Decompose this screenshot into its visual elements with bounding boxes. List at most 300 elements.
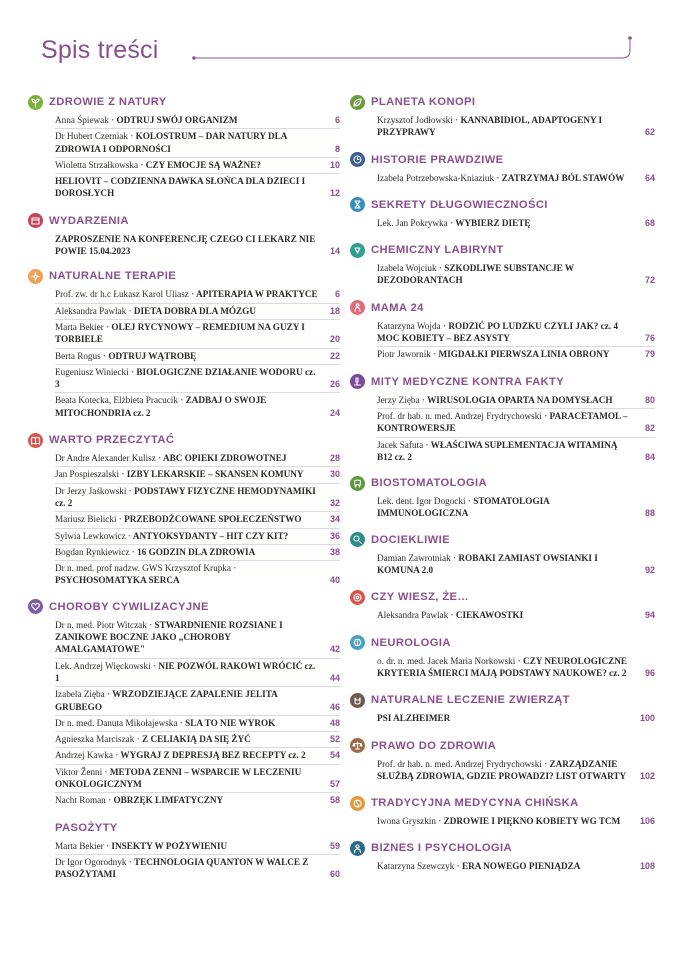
entry-author: Katarzyna Wojda [377, 320, 441, 331]
leaf-icon [350, 95, 365, 110]
entry-author: Jan Pospieszalski [55, 469, 120, 480]
entry-author: Beata Kotecka, Elżbieta Pracucik [55, 395, 178, 406]
entry-separator: · [126, 856, 134, 867]
entry-author: Prof. dr hab. n. med. Andrzej Frydrychowski [377, 758, 542, 769]
entry-text [55, 394, 318, 419]
entry-text [55, 513, 318, 525]
entry-page-number: 18 [329, 305, 340, 316]
toc-entry[interactable] [377, 859, 655, 874]
entry-text [55, 175, 318, 200]
entry-author: Dr Igor Ogorodnyk [55, 856, 127, 867]
toc-entry[interactable] [55, 618, 340, 659]
entry-page-number: 59 [329, 840, 340, 851]
section-title: WYDARZENIA [49, 214, 129, 227]
toc-entry[interactable] [55, 287, 340, 303]
section-title: NATURALNE TERAPIE [49, 270, 177, 283]
section-title: MITY MEDYCZNE KONTRA FAKTY [371, 375, 565, 388]
entry-page-number: 58 [329, 795, 340, 806]
entry-page-number: 38 [329, 546, 340, 557]
entry-separator: · [450, 552, 459, 563]
entry-title: WYGRAJ Z DEPRESJĄ BEZ RECEPTY cz. 2 [120, 750, 306, 761]
entry-separator: · [126, 485, 135, 496]
entry-author: Dr Andre Alexander Kulisz [55, 453, 156, 464]
entry-author: o. dr. n. med. Jacek Maria Norkowski [377, 655, 516, 666]
toc-entry[interactable] [55, 659, 340, 688]
toc-entry[interactable] [55, 451, 340, 467]
entry-text [377, 172, 633, 184]
entry-separator: · [452, 115, 461, 125]
entry-page-number: 22 [329, 350, 340, 361]
section-header [350, 635, 655, 651]
section-header [55, 820, 340, 836]
entry-page-number: 84 [644, 451, 655, 462]
entry-separator: · [126, 305, 134, 316]
entry-separator: · [129, 546, 138, 557]
toc-entry[interactable] [377, 814, 655, 829]
entry-page-number: 62 [644, 127, 655, 138]
entry-separator: · [150, 660, 159, 671]
entry-page-number: 28 [329, 453, 340, 464]
entry-text [377, 860, 633, 872]
mother-icon [350, 300, 365, 315]
entry-separator: · [230, 563, 237, 574]
entry-title: HELIOVIT – CODZIENNA DAWKA SŁOŃCA DLA DZIECI I DOROSŁYCH [55, 176, 306, 199]
entry-separator: · [541, 410, 550, 421]
entry-title: ODTRUJ WĄTROBĘ [108, 350, 197, 361]
section-header [350, 94, 655, 110]
section-title: CHEMICZNY LABIRYNT [371, 244, 504, 257]
entry-title: CIEKAWOSTKI [455, 610, 524, 621]
entry-title: WYBIERZ DIETĘ [455, 217, 531, 228]
entry-title: OLEJ RYCYNOWY – REMEDIUM NA GUZY I TORBIELE [55, 321, 305, 345]
toc-section [350, 635, 655, 682]
entry-page-number: 96 [644, 667, 655, 678]
toc-entry[interactable] [377, 654, 655, 682]
section-title: ZDROWIE Z NATURY [49, 96, 167, 108]
entry-page-number: 12 [329, 188, 340, 199]
entry-title: APITERAPIA W PRAKTYCE [196, 289, 318, 300]
toc-entry[interactable] [55, 512, 340, 528]
entry-author: Marta Bekier [55, 321, 104, 332]
entry-text [377, 655, 633, 680]
toc-entry[interactable] [377, 171, 655, 186]
entry-separator: · [430, 349, 439, 360]
entry-author: Dr n. med. Danuta Mikołajewska [55, 717, 178, 728]
entry-page-number: 80 [644, 394, 655, 405]
toc-section [350, 589, 655, 623]
toc-entry[interactable] [377, 438, 655, 466]
entry-text [55, 288, 318, 300]
toc-entry[interactable] [377, 216, 655, 231]
toc-section [350, 374, 655, 465]
yin-yang-icon [350, 796, 365, 811]
toc-section [350, 94, 655, 141]
entry-text [55, 733, 318, 745]
calendar-icon [28, 213, 43, 228]
entry-title: RODZIĆ PO LUDZKU CZYLI JAK? cz. 4 MOC KOBIETY – BEZ ASYSTY [377, 320, 619, 344]
section-header [350, 692, 655, 708]
entry-separator: · [103, 321, 112, 332]
entry-separator: · [103, 840, 112, 851]
entry-title: PSI ALZHEIMER [377, 713, 451, 724]
toc-entry[interactable] [377, 261, 655, 289]
toc-entry[interactable] [377, 393, 655, 409]
toc-entry[interactable] [377, 319, 655, 348]
entry-author: Izabela Wojciuk [377, 263, 437, 274]
toc-entry[interactable] [55, 793, 340, 808]
entry-author: Viktor Ženni [55, 766, 103, 777]
section-header [28, 432, 340, 448]
section-title: PASOŻYTY [55, 821, 118, 834]
entry-text [377, 712, 633, 724]
entry-title: Z CELIAKIĄ DA SIĘ ŻYĆ [142, 734, 251, 745]
entry-separator: · [419, 394, 428, 405]
heart-icon [28, 599, 43, 614]
title-divider-line [190, 26, 634, 62]
toc-entry[interactable] [55, 839, 340, 855]
entry-text [55, 546, 318, 558]
entry-title: INSEKTY W POŻYWIENIU [111, 840, 228, 851]
section-header [350, 374, 655, 390]
section-header [350, 242, 655, 258]
entry-text [377, 552, 633, 577]
dog-icon [350, 693, 365, 708]
entry-page-number: 57 [329, 778, 340, 789]
toc-left-column [28, 94, 340, 882]
entry-text [377, 217, 633, 229]
toc-entry[interactable] [55, 393, 340, 421]
entry-page-number: 34 [329, 514, 340, 525]
toc-entry[interactable] [55, 855, 340, 883]
toc-section [28, 820, 340, 883]
toc-section [350, 152, 655, 186]
entry-title: ZDROWIE I PIĘKNO KOBIETY WG TCM [443, 816, 621, 827]
toc-entry[interactable] [377, 494, 655, 522]
entry-separator: · [465, 496, 474, 507]
microscope-icon [350, 374, 365, 389]
toc-entry[interactable] [377, 347, 655, 362]
entry-text [55, 688, 318, 713]
entry-title: ZADBAJ O SWOJE MITOCHONDRIA cz. 2 [55, 395, 267, 418]
entry-author: Prof. zw. dr h.c Łukasz Karol Uliasz [55, 289, 189, 300]
entry-page-number: 68 [644, 217, 655, 228]
entry-separator: · [541, 758, 550, 769]
entry-author: Agnieszka Marciszak [55, 734, 135, 745]
entry-text [377, 815, 633, 827]
entry-page-number: 76 [644, 333, 655, 344]
toc-entry[interactable] [55, 174, 340, 202]
entry-separator: · [423, 439, 431, 450]
toc-entry[interactable] [55, 687, 340, 716]
entry-title: PODSTAWY FIZYCZNE HEMODYNAMIKI cz. 2 [55, 485, 316, 508]
toc-entry[interactable] [55, 484, 340, 513]
entry-author: Anna Śpiewak [55, 115, 109, 125]
toc-section [350, 840, 655, 874]
entry-separator: · [177, 717, 186, 728]
entry-page-number: 24 [329, 407, 340, 418]
entry-page-number: 52 [329, 734, 340, 745]
entry-author: Dr n. med. Piotr Witczak [55, 619, 147, 630]
entry-text [377, 495, 633, 520]
toc-entry[interactable] [55, 158, 340, 174]
entry-author: Wioletta Strzałkowska [55, 159, 139, 170]
entry-page-number: 64 [644, 172, 655, 183]
section-title: PLANETA KONOPI [371, 96, 476, 108]
entry-page-number: 102 [639, 770, 655, 781]
toc-entry[interactable] [55, 320, 340, 349]
entry-title: PRZEBODŹCOWANE SPOŁECZEŃSTWO [124, 514, 302, 525]
entry-author: Marta Bekier [55, 840, 104, 851]
toc-entry[interactable] [55, 765, 340, 794]
entry-separator: · [138, 159, 146, 170]
entry-title: ZAPROSZENIE NA KONFERENCJĘ CZEGO CI LEKARZ NIE POWIE 15.04.2023 [55, 233, 316, 257]
entry-author: Lek. Jan Pokrywka [377, 217, 448, 228]
toc-entry[interactable] [55, 304, 340, 320]
entry-separator: · [127, 131, 136, 142]
entry-page-number: 100 [639, 713, 655, 724]
toc-entry[interactable] [377, 409, 655, 438]
entry-separator: · [454, 861, 462, 872]
entry-title: PARACETAMOL – KONTROWERSJE [377, 410, 628, 434]
entry-author: Katarzyna Szewczyk [377, 861, 455, 872]
entry-title: KOLOSTRUM – DAR NATURY DLA ZDROWIA I ODPORNOŚCI [55, 131, 287, 154]
entry-separator: · [100, 350, 109, 361]
entry-separator: · [125, 530, 133, 541]
entry-text [55, 562, 318, 587]
entry-page-number: 72 [644, 275, 655, 286]
entry-separator: · [436, 263, 445, 274]
entry-author: Berta Rogus [55, 350, 101, 361]
entry-author: Sylwia Lewkowicz [55, 530, 126, 541]
entry-title: WRZODZIEJĄCE ZAPALENIE JELITA GRUBEGO [55, 689, 278, 712]
toc-entry[interactable] [377, 551, 655, 579]
entry-page-number: 40 [329, 575, 340, 586]
section-header [28, 268, 340, 284]
entry-text [55, 114, 318, 126]
toc-entry[interactable] [55, 561, 340, 589]
entry-page-number: 42 [329, 644, 340, 655]
section-title: BIZNES I PSYCHOLOGIA [371, 842, 513, 855]
entry-title: PSYCHOSOMATYKA SERCA [55, 575, 180, 586]
entry-separator: · [177, 395, 186, 406]
entry-title: WŁAŚCIWA SUPLEMENTACJA WITAMINĄ B12 cz. 2 [377, 439, 618, 462]
toc-entry[interactable] [377, 608, 655, 623]
entry-title: IZBY LEKARSKIE – SKANSEN KOMUNY [126, 469, 304, 480]
entry-page-number: 44 [329, 672, 340, 683]
entry-author: Aleksandra Pawlak [377, 610, 449, 621]
toc-entry[interactable] [55, 716, 340, 732]
entry-text [55, 350, 318, 362]
entry-text [55, 530, 318, 542]
entry-text [55, 366, 318, 391]
entry-page-number: 20 [329, 334, 340, 345]
question-icon [350, 590, 365, 605]
entry-text [377, 394, 633, 406]
toc-section [350, 738, 655, 785]
entry-author: Jerzy Zięba [377, 394, 420, 405]
section-header [350, 738, 655, 754]
entry-author: Aleksandra Pawlak [55, 305, 127, 316]
entry-title: KANNABIDIOL, ADAPTOGENY I PRZYPRAWY [377, 115, 603, 138]
entry-separator: · [146, 619, 155, 630]
entry-text [55, 749, 318, 761]
toc-section [350, 242, 655, 289]
toc-entry[interactable] [55, 748, 340, 764]
entry-page-number: 106 [639, 816, 655, 827]
section-header [350, 300, 655, 316]
toc-entry[interactable] [55, 349, 340, 365]
clock-icon [350, 152, 365, 167]
section-title: BIOSTOMATOLOGIA [371, 477, 488, 490]
toc-entry[interactable] [377, 757, 655, 785]
entry-text [377, 262, 633, 287]
entry-author: Andrzej Kawka [55, 750, 113, 761]
person-icon [350, 841, 365, 856]
entry-author: Dr Jerzy Jaśkowski [55, 485, 127, 496]
section-title: NATURALNE LECZENIE ZWIERZĄT [371, 694, 570, 707]
entry-page-number: 36 [329, 530, 340, 541]
entry-title: ABC OPIEKI ZDROWOTNEJ [162, 453, 287, 464]
entry-text [55, 766, 318, 791]
entry-text [55, 485, 318, 510]
section-title: DOCIEKLIWIE [371, 533, 450, 546]
toc-section [28, 213, 340, 260]
section-header [350, 197, 655, 213]
brain-icon [350, 635, 365, 650]
toc-section [28, 432, 340, 589]
entry-title: NIE POZWÓL RAKOWI WRÓCIĆ cz. 1 [55, 660, 316, 683]
entry-title: 16 GODZIN DLA ZDROWIA [137, 546, 256, 557]
entry-page-number: 6 [334, 289, 340, 300]
entry-author: Jacek Safuta [377, 439, 424, 450]
entry-separator: · [448, 610, 456, 621]
flower-icon [28, 269, 43, 284]
entry-author: Dr n. med. prof nadzw. GWS Krzysztof Krupka [55, 563, 231, 574]
entry-page-number: 60 [329, 869, 340, 880]
toc-entry[interactable] [377, 113, 655, 141]
toc-section [28, 599, 340, 809]
section-header [350, 589, 655, 605]
entry-title: TECHNOLOGIA QUANTON W WALCE Z PASOŻYTAMI [55, 856, 309, 880]
entry-author: Dr Hubert Czerniak [55, 131, 128, 142]
section-title: SEKRETY DŁUGOWIECZNOŚCI [371, 198, 548, 211]
entry-title: DIETA DOBRA DLA MÓZGU [133, 305, 256, 316]
toc-entry[interactable] [55, 529, 340, 545]
entry-author: Mariusz Bielicki [55, 514, 117, 525]
entry-separator: · [435, 816, 444, 827]
entry-separator: · [515, 655, 523, 666]
toc-entry[interactable] [55, 732, 340, 748]
entry-separator: · [188, 289, 197, 300]
entry-page-number: 8 [334, 143, 340, 154]
entry-separator: · [134, 734, 143, 745]
entry-text [55, 468, 318, 480]
entry-text [55, 233, 318, 258]
entry-text [377, 114, 633, 139]
section-header [28, 94, 340, 110]
entry-title: STOMATOLOGIA IMMUNOLOGICZNA [377, 496, 550, 519]
section-header [350, 152, 655, 168]
toc-entry[interactable] [55, 545, 340, 561]
section-title: MAMA 24 [371, 301, 424, 314]
section-title: WARTO PRZECZYTAĆ [49, 434, 175, 447]
entry-text [377, 348, 633, 360]
entry-author: Nacht Roman [55, 795, 106, 806]
entry-separator: · [112, 750, 121, 761]
section-header [350, 475, 655, 491]
entry-separator: · [102, 766, 110, 777]
entry-author: Damian Zawrotniak [377, 552, 451, 563]
entry-page-number: 6 [334, 115, 340, 125]
toc-entry[interactable] [55, 232, 340, 260]
entry-title: METODA ZENNI – WSPARCIE W LECZENIU ONKOLOGICZNYM [55, 766, 302, 789]
toc-section [350, 532, 655, 579]
entry-page-number: 48 [329, 717, 340, 728]
entry-title: ZATRZYMAJ BÓL STAWÓW [501, 172, 625, 183]
toc-section [350, 795, 655, 829]
entry-page-number: 46 [329, 701, 340, 712]
toc-entry[interactable] [55, 129, 340, 158]
toc-right-column [350, 94, 655, 875]
toc-section [350, 475, 655, 522]
tooth-icon [350, 476, 365, 491]
entry-text [55, 159, 318, 171]
section-header [350, 532, 655, 548]
entry-page-number: 26 [329, 379, 340, 390]
herb-icon [28, 95, 43, 110]
entry-title: ODTRUJ SWÓJ ORGANIZM [116, 115, 238, 125]
scales-icon [350, 738, 365, 753]
entry-text [55, 619, 318, 656]
section-title: HISTORIE PRAWDZIWE [371, 153, 504, 166]
toc-entry[interactable] [55, 467, 340, 483]
entry-author: Iwona Gryszkin [377, 816, 436, 827]
section-title: PRAWO DO ZDROWIA [371, 739, 497, 752]
entry-separator: · [128, 366, 137, 377]
entry-page-number: 10 [329, 159, 340, 170]
toc-section [350, 197, 655, 231]
toc-entry[interactable] [55, 365, 340, 394]
entry-title: OBRZĘK LIMFATYCZNY [113, 795, 224, 806]
entry-page-number: 54 [329, 750, 340, 761]
entry-separator: · [119, 469, 127, 480]
entry-separator: · [116, 514, 125, 525]
entry-author: Lek. dent. Igor Dogocki [377, 496, 466, 507]
entry-text [55, 660, 318, 685]
entry-text [55, 840, 318, 852]
toc-section [28, 268, 340, 421]
entry-separator: · [494, 172, 502, 183]
search-icon [350, 532, 365, 547]
entry-title: BIOLOGICZNE DZIAŁANIE WODORU cz. 3 [55, 366, 316, 390]
toc-section [350, 300, 655, 363]
entry-page-number: 32 [329, 497, 340, 508]
entry-text [55, 321, 318, 346]
entry-text [377, 410, 633, 435]
entry-separator: · [447, 217, 456, 228]
entry-author: Eugeniusz Winiecki [55, 366, 129, 377]
toc-entry[interactable] [55, 113, 340, 129]
entry-text [377, 320, 633, 345]
entry-text [377, 758, 633, 783]
entry-page-number: 30 [329, 469, 340, 480]
entry-separator: · [108, 115, 117, 125]
entry-title: ANTYOKSYDANTY – HIT CZY KIT? [132, 530, 289, 541]
toc-entry[interactable] [377, 711, 655, 726]
hourglass-icon [350, 197, 365, 212]
molecule-icon [350, 243, 365, 258]
entry-title: CZY NEUROLOGICZNE KRYTERIA ŚMIERCI MAJĄ PODSTAWY NAUKOWE? cz. 2 [377, 655, 628, 678]
